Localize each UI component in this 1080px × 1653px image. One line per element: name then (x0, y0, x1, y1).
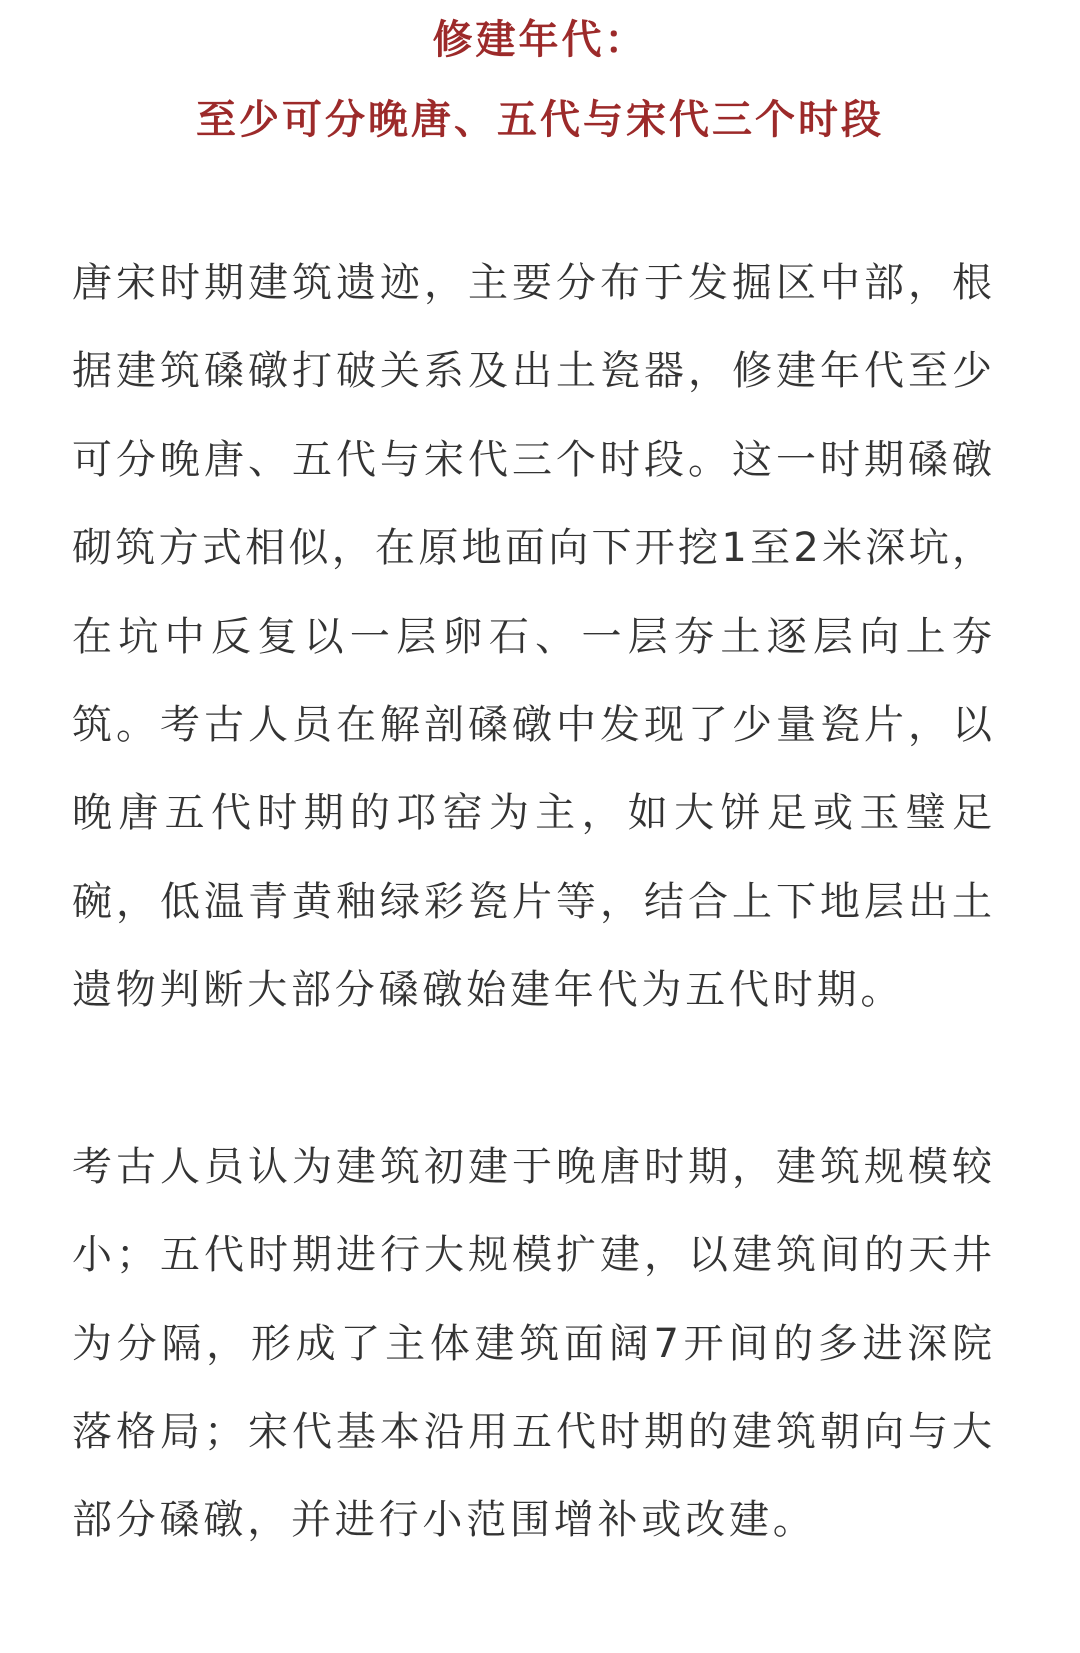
paragraph-line: 在坑中反复以一层卵石、一层夯土逐层向上夯 (72, 613, 992, 660)
paragraph-line: 晚唐五代时期的邛窑为主，如大饼足或玉璧足 (72, 790, 992, 837)
paragraph-line: 小；五代时期进行大规模扩建，以建筑间的天井 (72, 1232, 992, 1279)
article-heading (0, 0, 1080, 160)
paragraph-line: 砌筑方式相似，在原地面向下开挖1至2米深坑， (72, 525, 992, 572)
paragraph-line: 考古人员认为建筑初建于晚唐时期，建筑规模较 (72, 1143, 992, 1190)
paragraph-line: 遗物判断大部分磉礅始建年代为五代时期。 (72, 967, 905, 1014)
paragraph-line: 筑。考古人员在解剖磉礅中发现了少量瓷片，以 (72, 701, 992, 748)
article-body (72, 239, 992, 1653)
paragraph-line: 可分晚唐、五代与宋代三个时段。这一时期磉礅 (72, 436, 992, 483)
paragraph-line: 落格局；宋代基本沿用五代时期的建筑朝向与大 (72, 1409, 992, 1456)
heading-title: 修建年代： (432, 17, 648, 63)
paragraph-line: 据建筑磉礅打破关系及出土瓷器，修建年代至少 (72, 348, 992, 395)
article-paragraph-1 (72, 239, 992, 1035)
paragraph-line: 唐宋时期建筑遗迹，主要分布于发掘区中部，根 (72, 260, 992, 306)
paragraph-line: 碗，低温青黄釉绿彩瓷片等，结合上下地层出土 (72, 878, 992, 925)
article-paragraph-2 (72, 1123, 992, 1565)
paragraph-line: 为分隔，形成了主体建筑面阔7开间的多进深院 (72, 1320, 992, 1367)
paragraph-line: 部分磉礅，并进行小范围增补或改建。 (72, 1497, 817, 1544)
heading-subtitle: 至少可分晚唐、五代与宋代三个时段 (196, 97, 884, 143)
